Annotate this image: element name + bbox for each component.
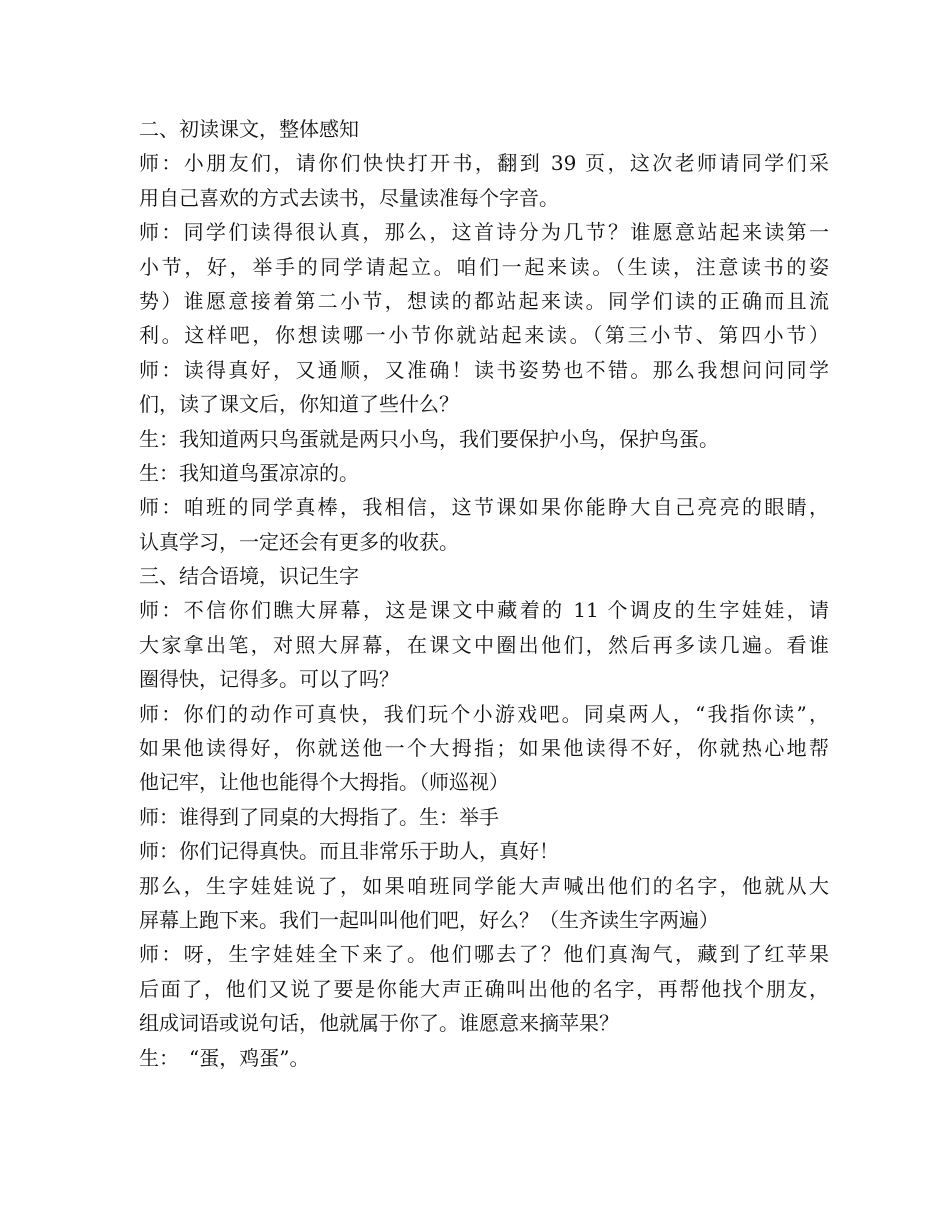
paragraph-line: 他记牢，让他也能得个大拇指。（师巡视） [139,770,509,795]
paragraph-line: 小节，好，举手的同学请起立。咱们一起来读。（生读，注意读书的姿 [139,254,829,279]
paragraph-line: 师：你们的动作可真快，我们玩个小游戏吧。同桌两人，“我指你读”， [139,701,829,726]
paragraph-line: 势）谁愿意接着第二小节，想读的都站起来读。同学们读的正确而且流 [139,288,829,313]
paragraph-line: 利。这样吧，你想读哪一小节你就站起来读。（第三小节、第四小节） [139,323,829,348]
paragraph-line: 师：咱班的同学真棒，我相信，这节课如果你能睁大自己亮亮的眼睛， [139,495,829,520]
paragraph-line: 师：读得真好，又通顺，又准确！读书姿势也不错。那么我想问问同学 [139,357,829,382]
paragraph-line: 认真学习，一定还会有更多的收获。 [139,529,459,554]
heading-section-two: 二、初读课文，整体感知 [139,117,359,141]
paragraph-line: 后面了，他们又说了要是你能大声正确叫出他的名字，再帮他找个朋友， [139,976,829,1001]
paragraph-line: 们，读了课文后，你知道了些什么？ [139,392,459,417]
paragraph-line: 圈得快，记得多。可以了吗？ [139,667,399,692]
paragraph-line: 大家拿出笔，对照大屏幕，在课文中圈出他们，然后再多读几遍。看谁 [139,632,829,657]
paragraph-line: 如果他读得好，你就送他一个大拇指；如果他读得不好，你就热心地帮 [139,736,829,761]
paragraph-line: 屏幕上跑下来。我们一起叫叫他们吧，好么？（生齐读生字两遍） [139,907,719,932]
paragraph-line: 那么，生字娃娃说了，如果咱班同学能大声喊出他们的名字，他就从大 [139,873,829,898]
paragraph-line: 生： “蛋，鸡蛋”。 [139,1045,310,1070]
paragraph-line: 生：我知道鸟蛋凉凉的。 [139,460,359,485]
paragraph-line: 生：我知道两只鸟蛋就是两只小鸟，我们要保护小鸟，保护鸟蛋。 [139,426,719,451]
paragraph-line: 组成词语或说句话，他就属于你了。谁愿意来摘苹果？ [139,1011,619,1036]
paragraph-line: 用自己喜欢的方式去读书，尽量读准每个字音。 [139,185,559,210]
paragraph-line: 师：你们记得真快。而且非常乐于助人，真好！ [139,839,559,864]
document-body [139,112,829,1075]
heading-section-three: 三、结合语境，识记生字 [139,564,359,589]
paragraph-line: 师：呀，生字娃娃全下来了。他们哪去了？他们真淘气，藏到了红苹果 [139,942,829,967]
paragraph-line: 师：谁得到了同桌的大拇指了。生：举手 [139,804,499,829]
paragraph-line: 师：小朋友们，请你们快快打开书，翻到 39 页，这次老师请同学们采 [139,151,829,176]
paragraph-line: 师：同学们读得很认真，那么，这首诗分为几节？谁愿意站起来读第一 [139,220,829,245]
paragraph-line: 师：不信你们瞧大屏幕，这是课文中藏着的 11 个调皮的生字娃娃，请 [139,598,829,623]
